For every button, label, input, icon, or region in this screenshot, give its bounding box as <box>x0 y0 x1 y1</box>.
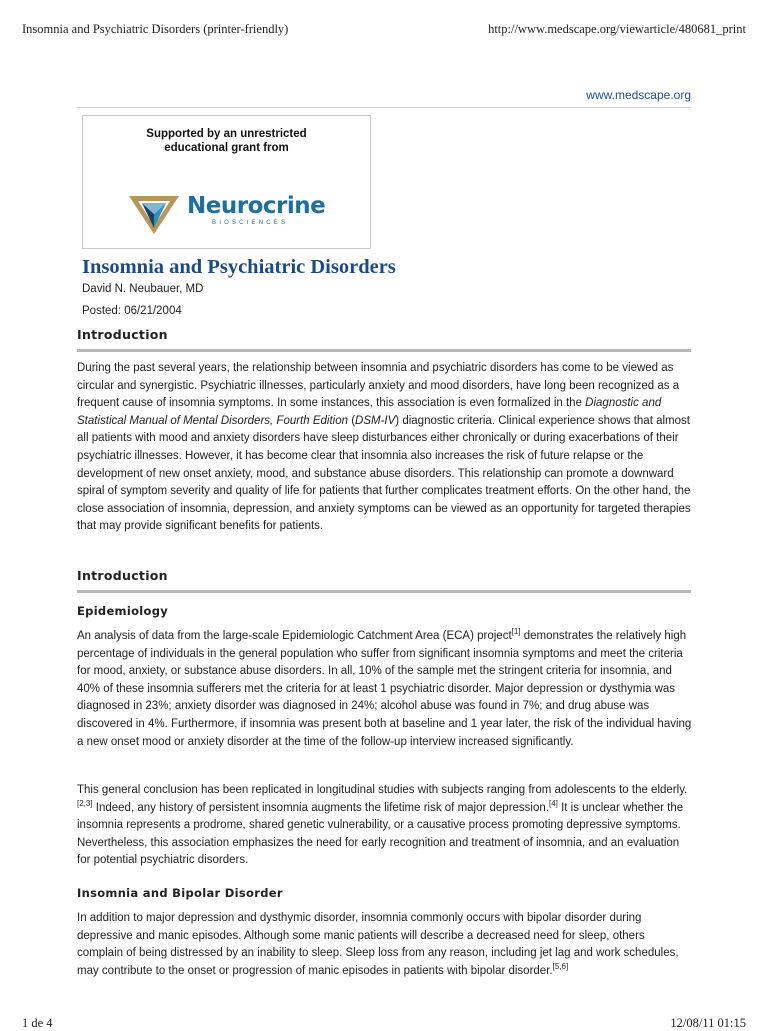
sponsor-line-2: educational grant from <box>164 142 289 154</box>
section-heading-introduction-2: Introduction <box>77 568 168 583</box>
citation-link[interactable]: [5,6] <box>552 961 569 971</box>
citation-link[interactable]: [1] <box>511 627 521 636</box>
epidemiology-paragraph-1: An analysis of data from the large-scale Epidemiologic Catchment Area (ECA) project[1] demonstrates the relatively high percentage of individuals in the general population who suffer from significant insomnia symptoms and meet the criteria for mood, anxiety, or substance abuse disorders. In all, 10% of the sample met the stringent criteria for insomnia, and 40% of these insomnia sufferers met the criteria for at least 1 psychiatric disorder. Major depression or dysthymia was diagnosed in 23%; anxiety disorder was diagnosed in 24%; alcohol abuse was found in 7%; and drug abuse was discovered in 4%. Furthermore, if insomnia was present both at baseline and 1 year later, the risk of the individual having a new onset mood or anxiety disorder at the time of the follow-up interview increased significantly. <box>77 627 692 748</box>
citation-link[interactable]: [2,3] <box>77 798 93 808</box>
logo-subtitle: BIOSCIENCES <box>212 220 289 226</box>
section-divider <box>77 349 691 352</box>
sponsor-box <box>82 115 371 249</box>
top-divider <box>77 107 691 108</box>
article-title: Insomnia and Psychiatric Disorders <box>82 256 396 278</box>
section-heading-introduction: Introduction <box>77 327 168 342</box>
print-header <box>22 22 746 37</box>
section-divider <box>77 590 691 593</box>
medscape-site-link[interactable]: www.medscape.org <box>586 88 691 102</box>
sponsor-line-1: Supported by an unrestricted <box>146 128 307 140</box>
footer-page-count: 1 de 4 <box>22 1016 53 1030</box>
citation-link[interactable]: [4] <box>548 798 558 808</box>
bipolar-paragraph: In addition to major depression and dysthymic disorder, insomnia commonly occurs with bipolar disorder during depressive and manic episodes. Although some manic patients will describe a decreased need for sleep, others complain of being distressed by an inability to sleep. Sleep loss from any reason, including jet lag and work schedules, may contribute to the onset or progression of manic episodes in patients with bipolar disorder.[5,6] <box>77 912 679 977</box>
print-page-title: Insomnia and Psychiatric Disorders (printer-friendly) <box>22 22 289 36</box>
footer-timestamp: 12/08/11 01:15 <box>670 1016 746 1030</box>
neurocrine-logo[interactable] <box>129 192 329 236</box>
subheading-epidemiology: Epidemiology <box>77 604 169 618</box>
neurocrine-emblem-icon <box>129 192 179 236</box>
article-posted-date: Posted: 06/21/2004 <box>82 305 182 317</box>
print-url: http://www.medscape.org/viewarticle/480681_print <box>488 22 746 36</box>
intro-paragraph: During the past several years, the relationship between insomnia and psychiatric disorders has come to be viewed as circular and synergistic. Psychiatric illnesses, particularly anxiety and mood disorders, have long been recognized as a frequent cause of insomnia symptoms. In some instances, this association is even formalized in the Diagnostic and Statistical Manual of Mental Disorders, Fourth Edition (DSM-IV) diagnostic criteria. Clinical experience shows that almost all patients with mood and anxiety disorders have sleep disturbances either chronically or during exacerbations of their psychiatric illnesses. However, it has become clear that insomnia also increases the risk of future relapse or the development of new onset anxiety, mood, and substance abuse disorders. This relationship can promote a downward spiral of symptom severity and quality of life for patients that further complicates treatment efforts. On the other hand, the close association of insomnia, depression, and anxiety symptoms can be viewed as an opportunity for targeted therapies that may provide significant benefits for patients. <box>77 362 691 533</box>
subheading-insomnia-bipolar: Insomnia and Bipolar Disorder <box>77 886 283 900</box>
sponsor-text <box>83 127 370 155</box>
epidemiology-paragraph-2: This general conclusion has been replicated in longitudinal studies with subjects ranging from adolescents to the elderly.[2,3] Indeed, any history of persistent insomnia augments the lifetime risk of major depression.[4] It is unclear whether the insomnia represents a prodrome, shared genetic vulnerability, or a causative process promoting depressive symptoms. Nevertheless, this association emphasizes the need for early recognition and treatment of insomnia, and an evaluation for potential psychiatric disorders. <box>77 784 688 867</box>
article-author: David N. Neubauer, MD <box>82 283 204 295</box>
logo-wordmark: Neurocrine <box>187 193 326 219</box>
